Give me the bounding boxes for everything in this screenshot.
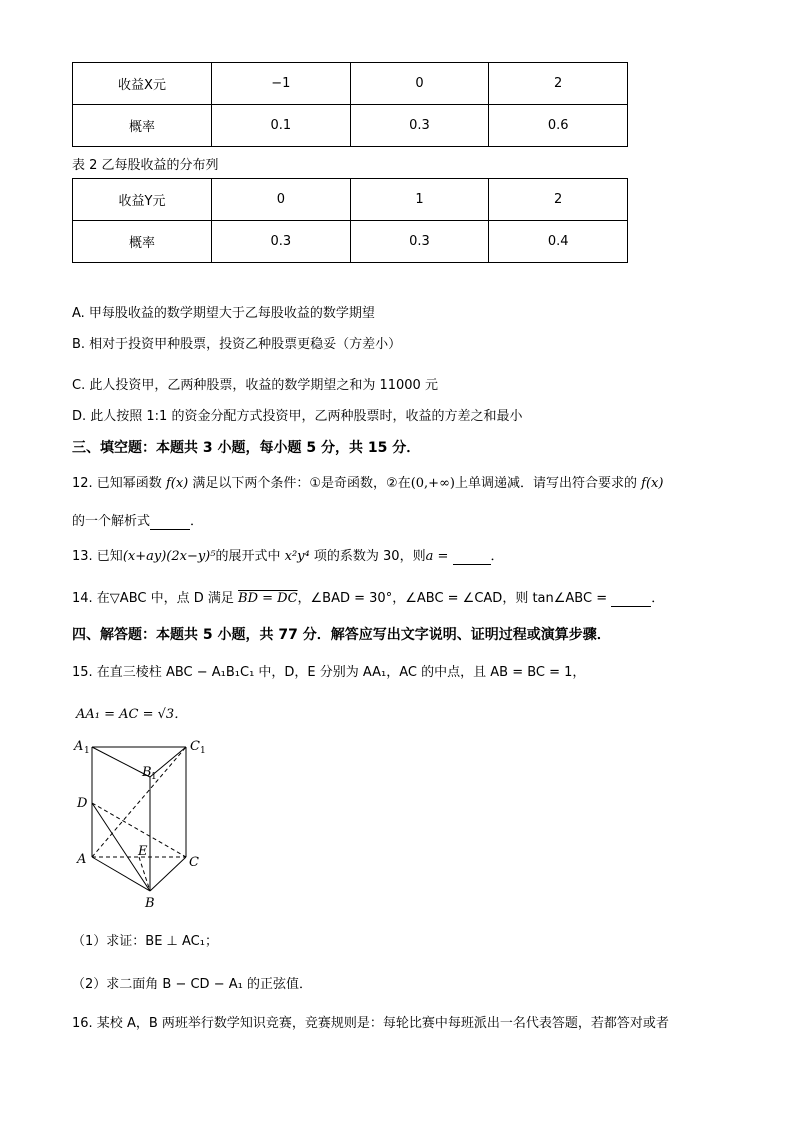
distribution-table-y [72,178,628,263]
label-c1-sub: 1 [200,746,206,756]
question-16: 16. 某校 A，B 两班举行数学知识竞赛，竞赛规则是：每轮比赛中每班派出一名代表答题，若都答对或者 [72,1016,669,1031]
table-row [73,105,628,147]
section-3-heading: 三、填空题：本题共 3 小题，每小题 5 分，共 15 分． [72,440,421,456]
table-row [73,221,628,263]
section-4-heading: 四、解答题：本题共 5 小题，共 77 分．解答应写出文字说明、证明过程或演算步骤． [72,627,611,643]
q13-text-c: 项的系数为 30，则 [313,549,426,564]
q12-fx-2: f(x) [641,476,664,491]
question-15-part-1: （1）求证：BE ⊥ AC₁； [72,934,218,949]
table-cell: −1 [212,63,351,105]
label-d: D [77,796,88,811]
table-cell: 0 [212,179,351,221]
table-cell: 0.1 [212,105,351,147]
answer-blank [453,549,491,565]
question-13: 13. 已知(x+ay)(2x−y)⁵的展开式中 x²y⁴ 项的系数为 30，则a = ． [72,549,504,564]
question-14: 14. 在▽ABC 中，点 D 满足 BD = DC，∠BAD = 30°，∠ABC = ∠CAD，则 tan∠ABC = ． [72,591,665,606]
q13-a: a = [425,549,449,564]
label-b1: B [142,765,152,780]
label-b1-sub: 1 [151,772,157,782]
label-a1-sub: 1 [84,746,90,756]
table-cell: 概率 [73,105,212,147]
table2-caption: 表 2 乙每股收益的分布列 [72,158,219,173]
option-a: A. 甲每股收益的数学期望大于乙每股收益的数学期望 [72,306,375,321]
q13-text-a: 13. 已知 [72,549,123,564]
q14-vector: BD = DC [238,591,298,606]
q14-text-a: 14. 在▽ABC 中，点 D 满足 [72,591,234,606]
prism-figure [70,735,210,910]
answer-blank [611,591,651,607]
question-15-part-2: （2）求二面角 B − CD − A₁ 的正弦值． [72,977,312,992]
q12-interval: (0,+∞) [410,476,455,491]
label-e: E [138,844,148,859]
answer-blank [150,514,190,530]
label-c: C [189,855,199,870]
table-cell: 2 [489,63,628,105]
table-cell: 0 [350,63,489,105]
table-cell: 2 [489,179,628,221]
option-c: C. 此人投资甲，乙两种股票，收益的数学期望之和为 11000 元 [72,378,438,393]
table-cell: 0.6 [489,105,628,147]
table-cell: 1 [350,179,489,221]
option-b: B. 相对于投资甲种股票，投资乙种股票更稳妥（方差小） [72,337,402,352]
q12-text-c: 上单调递减．请写出符合要求的 [454,476,637,491]
label-c1: C [190,739,200,754]
question-15-line-1: 15. 在直三棱柱 ABC − A₁B₁C₁ 中，D，E 分别为 AA₁，AC 的中点，且 AB = BC = 1， [72,665,586,680]
label-b: B [145,896,155,910]
question-15-line-2: AA₁ = AC = √3． [76,707,188,722]
q12-text-l2: 的一个解析式 [72,514,151,529]
table-cell: 0.3 [350,105,489,147]
table-cell: 概率 [73,221,212,263]
q13-text-b: 的展开式中 [215,549,281,564]
q12-fx: f(x) [165,476,189,491]
option-d: D. 此人按照 1:1 的资金分配方式投资甲，乙两种股票时，收益的方差之和最小 [72,409,523,424]
table-cell: 0.3 [350,221,489,263]
q14-text-b: ，∠BAD = 30°，∠ABC = ∠CAD，则 tan∠ABC = [297,591,608,606]
q13-expr: (x+ay)(2x−y)⁵ [122,549,216,564]
table-row [73,63,628,105]
table-row [73,179,628,221]
question-12-line-1 [72,472,663,491]
label-a1: A [74,739,84,754]
table-cell: 0.3 [212,221,351,263]
label-a: A [77,852,87,867]
table-cell: 收益X元 [73,63,212,105]
table-cell: 0.4 [489,221,628,263]
distribution-table-x [72,62,628,147]
q13-term: x²y⁴ [284,549,310,564]
q12-text-a: 12. 已知幂函数 [72,476,162,491]
q12-text-b: 满足以下两个条件：①是奇函数，②在 [192,476,411,491]
table-cell: 收益Y元 [73,179,212,221]
question-12-line-2: 的一个解析式 ． [72,514,204,529]
